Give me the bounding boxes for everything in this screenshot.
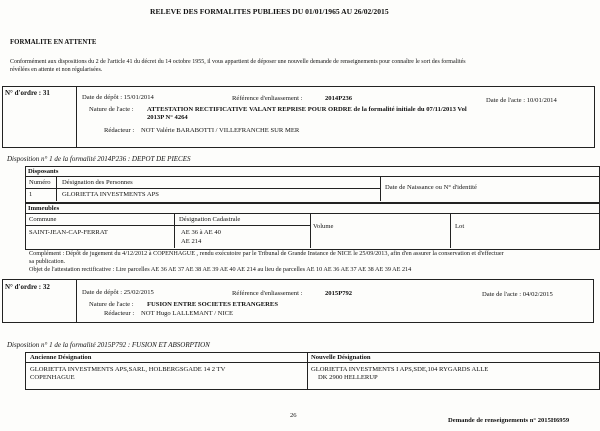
page-title: RELEVE DES FORMALITES PUBLIEES DU 01/01/1965 AU 26/02/2015 bbox=[150, 7, 389, 16]
nouvelle-designation-label: Nouvelle Désignation bbox=[311, 354, 371, 361]
disposant-designation: GLORIETTA INVESTMENTS APS bbox=[62, 191, 159, 198]
nouvelle-designation-line-1: GLORIETTA INVESTMENTS I APS,SDE,104 RYGARDS ALLE bbox=[311, 366, 489, 373]
entry-32-enliassement-label: Référence d'enliassement : bbox=[232, 290, 303, 297]
entry-31-nature-value-1: ATTESTATION RECTIFICATIVE VALANT REPRISE POUR ORDRE de la formalité initiale du 07/11/2013 Vol bbox=[147, 106, 467, 113]
immeubles-col-sep-1 bbox=[174, 213, 175, 248]
disposants-row-divider bbox=[25, 188, 381, 189]
ancienne-designation-line-1: GLORIETTA INVESTMENTS APS,SARL, HOLBERGSGADE 14 2 TV bbox=[30, 366, 226, 373]
notice-line-2: révélées en attente et non régularisées. bbox=[10, 67, 103, 73]
col-volume: Volume bbox=[313, 223, 334, 230]
immeubles-row-divider bbox=[25, 225, 311, 226]
disposants-label: Disposants bbox=[28, 168, 59, 175]
entry-31-divider bbox=[76, 86, 77, 147]
entry-32-redacteur-label: Rédacteur : bbox=[104, 310, 135, 317]
entry-31-redacteur-label: Rédacteur : bbox=[104, 127, 135, 134]
entry-32-enliassement-value: 2015P792 bbox=[325, 290, 353, 297]
col-numero: Numéro bbox=[29, 179, 51, 186]
objet-line: Objet de l'attestation rectificative : Lire parcelles AE 36 AE 37 AE 38 AE 39 AE 40 AE 214 au lieu de parcelles AE 10 AE 36 AE 37 AE 38 AE 39 AE 214 bbox=[29, 266, 412, 273]
col-designation-cadastrale: Désignation Cadastrale bbox=[179, 216, 241, 223]
entry-31-enliassement-label: Référence d'enliassement : bbox=[232, 95, 303, 102]
immeubles-col-sep-3 bbox=[450, 213, 451, 248]
nouvelle-designation-line-2: DK 2900 HELLERUP bbox=[318, 374, 378, 381]
entry-32-redacteur-value: NOT Hugo LALLEMANT / NICE bbox=[141, 310, 234, 317]
col-lot: Lot bbox=[455, 223, 465, 230]
entry-31-redacteur-value: NOT Valérie BARABOTTI / VILLEFRANCHE SUR MER bbox=[141, 127, 300, 134]
entry-32-order-number: N° d'ordre : 32 bbox=[5, 283, 50, 291]
page-number: 26 bbox=[290, 412, 297, 419]
entry-31-date-acte: Date de l'acte : 10/01/2014 bbox=[486, 97, 557, 104]
demande-renseignements: Demande de renseignements n° 2015H6959 bbox=[448, 417, 570, 424]
disposants-divider bbox=[25, 176, 599, 177]
entry-32-date-acte: Date de l'acte : 04/02/2015 bbox=[482, 291, 553, 298]
entry-31-enliassement-value: 2014P236 bbox=[325, 95, 353, 102]
cadastre-line-1: AE 36 à AE 40 bbox=[181, 229, 221, 236]
col-designation-personnes: Désignation des Personnes bbox=[62, 179, 133, 186]
entry-31-order-number: N° d'ordre : 31 bbox=[5, 89, 50, 97]
complement-line-2: sa publication. bbox=[29, 258, 66, 265]
cadastre-line-2: AE 214 bbox=[181, 238, 202, 245]
entry-31-date-depot: Date de dépôt : 15/01/2014 bbox=[82, 94, 154, 101]
entry-32-divider bbox=[76, 279, 77, 322]
commune-value: SAINT-JEAN-CAP-FERRAT bbox=[29, 229, 108, 236]
entry-31-disposition: Disposition n° 1 de la formalité 2014P236 : DEPOT DE PIECES bbox=[7, 155, 191, 163]
section-title: FORMALITE EN ATTENTE bbox=[10, 39, 97, 46]
entry-32-disposition: Disposition n° 1 de la formalité 2015P792 : FUSION ET ABSORPTION bbox=[7, 341, 210, 349]
complement-line-1: Complément : Dépôt de jugement du 4/12/2012 à COPENHAGUE , rendu exécutoire par le Tribunal de Grande Instance de NICE le 25/09/2013, afin d'en assurer la conservation et d'effectuer bbox=[29, 250, 504, 257]
col-commune: Commune bbox=[29, 216, 57, 223]
entry-32-nature-label: Nature de l'acte : bbox=[89, 301, 134, 308]
entry-31-nature-value-2: 2013P N° 4264 bbox=[147, 114, 188, 121]
entry-31-nature-label: Nature de l'acte : bbox=[89, 106, 134, 113]
designation-col-sep bbox=[307, 352, 308, 389]
ancienne-designation-line-2: COPENHAGUE bbox=[30, 374, 75, 381]
immeubles-label: Immeubles bbox=[28, 205, 60, 212]
designation-header-divider bbox=[25, 362, 599, 363]
ancienne-designation-label: Ancienne Désignation bbox=[30, 354, 92, 361]
col-date-naissance: Date de Naissance ou N° d'identité bbox=[385, 184, 477, 191]
immeubles-divider bbox=[25, 213, 599, 214]
notice-line-1: Conformément aux dispositions du 2 de l'article 41 du décret du 14 octobre 1955, il vous appartient de déposer une nouvelle demande de renseignements pour connaître le sort des formalités bbox=[10, 59, 466, 65]
entry-32-nature-value: FUSION ENTRE SOCIETES ETRANGERES bbox=[147, 301, 278, 308]
immeubles-col-sep-2 bbox=[310, 213, 311, 248]
disposant-numero: 1 bbox=[29, 191, 33, 198]
entry-32-date-depot: Date de dépôt : 25/02/2015 bbox=[82, 289, 154, 296]
